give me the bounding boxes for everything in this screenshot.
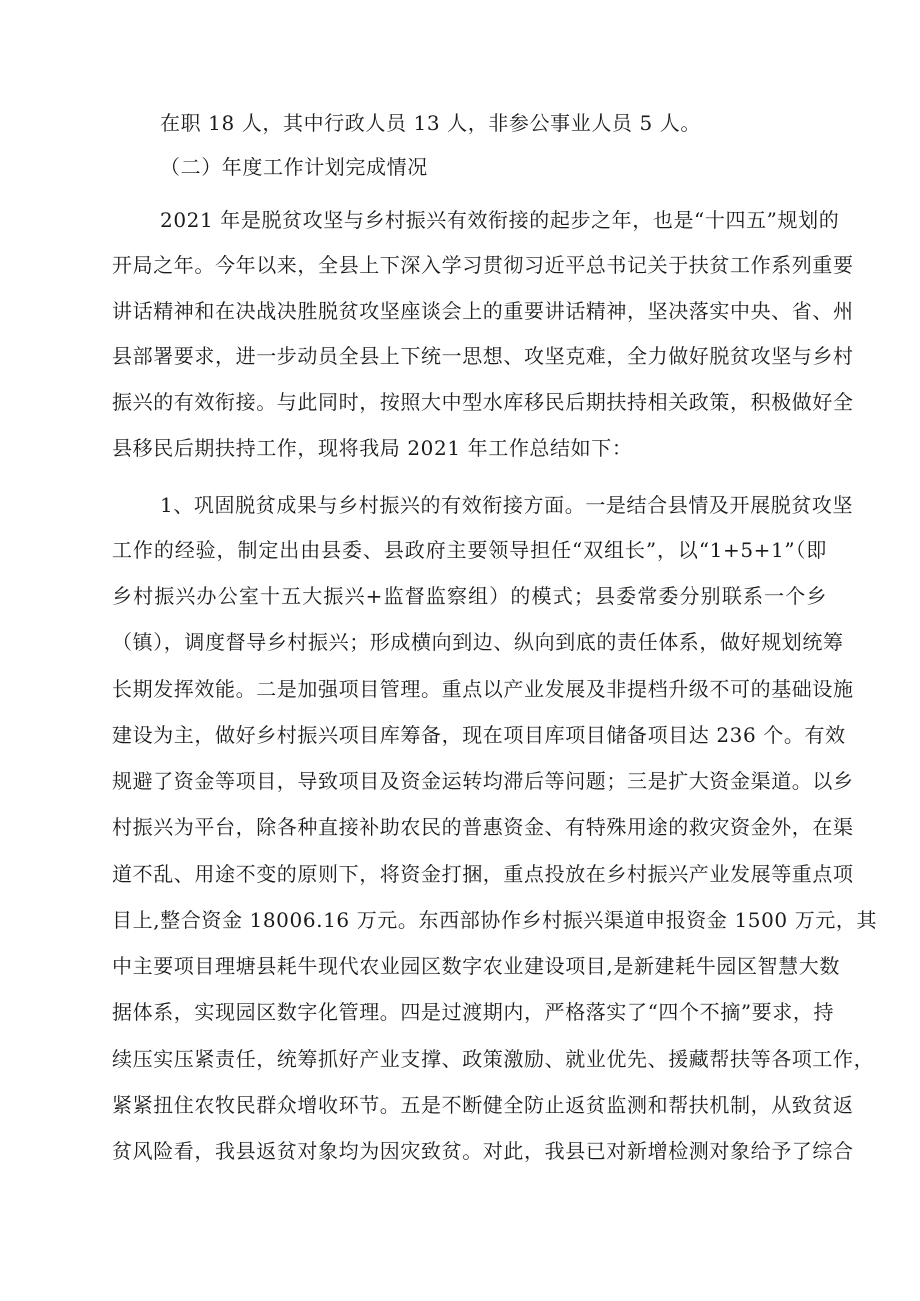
paragraph-line: 振兴的有效衔接。与此同时，按照大中型水库移民后期扶持相关政策，积极做好全 (112, 390, 854, 414)
paragraph-line: 道不乱、用途不变的原则下，将资金打捆，重点投放在乡村振兴产业发展等重点项 (112, 862, 854, 886)
paragraph-line: 目上,整合资金 18006.16 万元。东西部协作乡村振兴渠道申报资金 1500 万元，其 (112, 908, 878, 932)
section-heading: （二）年度工作计划完成情况 (160, 155, 428, 179)
paragraph-line: 1、巩固脱贫成果与乡村振兴的有效衔接方面。一是结合县情及开展脱贫攻坚 (160, 493, 854, 517)
paragraph-line: 讲话精神和在决战决胜脱贫攻坚座谈会上的重要讲话精神，坚决落实中央、省、州 (112, 299, 854, 323)
paragraph-line: 开局之年。今年以来，全县上下深入学习贯彻习近平总书记关于扶贫工作系列重要 (112, 253, 854, 277)
paragraph-line: 在职 18 人，其中行政人员 13 人，非参公事业人员 5 人。 (160, 111, 701, 135)
paragraph-line: 县部署要求，进一步动员全县上下统一思想、攻坚克难，全力做好脱贫攻坚与乡村 (112, 344, 854, 368)
paragraph-line: 贫风险看，我县返贫对象均为因灾致贫。对此，我县已对新增检测对象给予了综合 (112, 1139, 854, 1163)
paragraph-line: 续压实压紧责任，统筹抓好产业支撑、政策激励、就业优先、援藏帮扶等各项工作， (112, 1047, 875, 1071)
paragraph-line: 据体系，实现园区数字化管理。四是过渡期内，严格落实了“四个不摘”要求，持 (112, 1000, 835, 1024)
paragraph-line: 2021 年是脱贫攻坚与乡村振兴有效衔接的起步之年，也是“十四五”规划的 (160, 208, 840, 232)
paragraph-line: 中主要项目理塘县耗牛现代农业园区数字农业建设项目,是新建耗牛园区智慧大数 (112, 954, 840, 978)
paragraph-line: 长期发挥效能。二是加强项目管理。重点以产业发展及非提档升级不可的基础设施 (112, 677, 854, 701)
paragraph-line: 县移民后期扶持工作，现将我局 2021 年工作总结如下： (112, 436, 633, 460)
paragraph-line: 规避了资金等项目，导致项目及资金运转均滞后等问题；三是扩大资金渠道。以乡 (112, 769, 854, 793)
paragraph-line: 紧紧扭住农牧民群众增收环节。五是不断健全防止返贫监测和帮扶机制，从致贫返 (112, 1093, 854, 1117)
paragraph-line: 工作的经验，制定出由县委、县政府主要领导担任“双组长”，以“1+5+1”（即 (112, 538, 827, 562)
paragraph-line: 建设为主，做好乡村振兴项目库筹备，现在项目库项目储备项目达 236 个。有效 (112, 723, 846, 747)
paragraph-line: （镇），调度督导乡村振兴；形成横向到边、纵向到底的责任体系，做好规划统筹 (112, 630, 844, 654)
paragraph-line: 乡村振兴办公室十五大振兴+监督监察组）的模式；县委常委分别联系一个乡 (112, 584, 827, 608)
paragraph-line: 村振兴为平台，除各种直接补助农民的普惠资金、有特殊用途的救灾资金外，在渠 (112, 815, 854, 839)
